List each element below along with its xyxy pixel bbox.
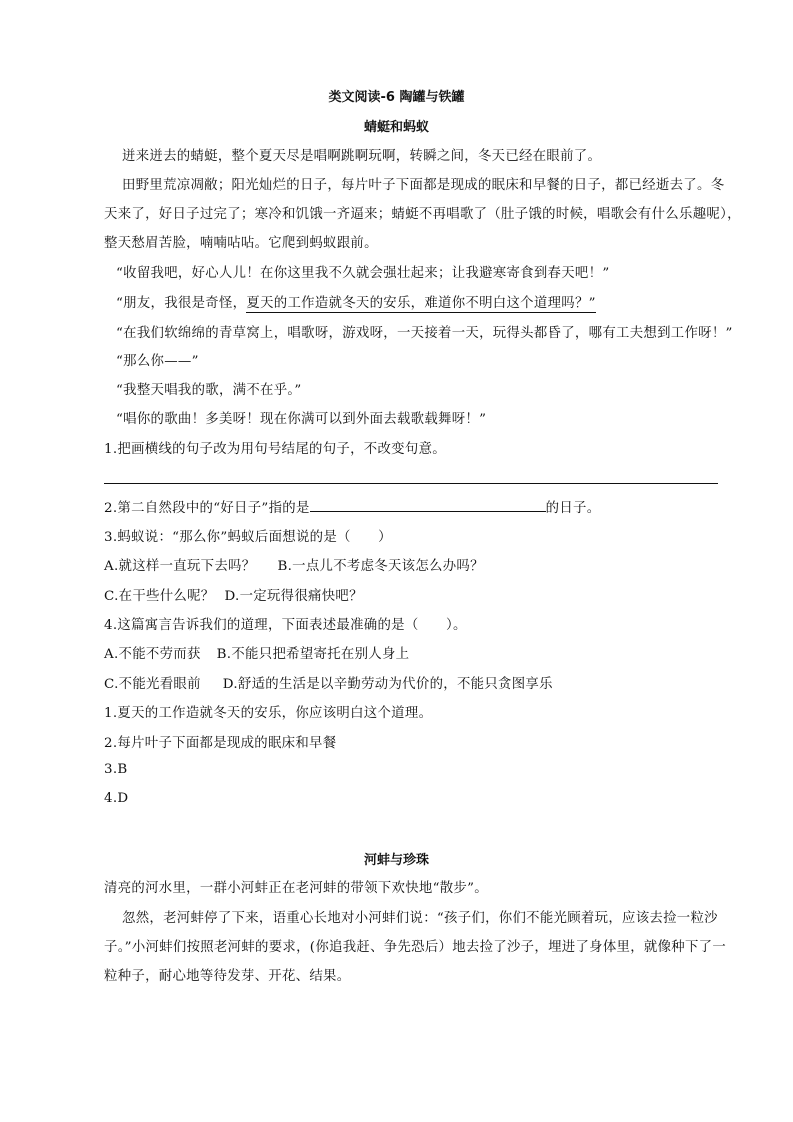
answer-4: 4.D [104,791,129,806]
answer-2: 2.每片叶子下面都是现成的眠床和早餐 [104,736,337,751]
answer-3: 3.B [104,762,128,777]
story-title-clam-pearl: 河蚌与珍珠 [363,853,429,868]
story1-paragraph-6: “那么你——” [116,354,199,369]
option-3b: B.一点儿不考虑冬天该怎么办吗？ [277,559,484,574]
question-4: 4.这篇寓言告诉我们的道理，下面表述最准确的是（ ）。 [104,618,467,633]
question-2-text: 2.第二自然段中的“好日子”指的是 [104,501,310,516]
story2-paragraph-1: 清亮的河水里，一群小河蚌正在老河蚌的带领下欢快地“散步”。 [104,881,488,896]
underlined-sentence: 夏天的工作造就冬天的安乐，难道你不明白这个道理吗？” [246,296,596,311]
option-4c: C.不能光看眼前 [104,677,201,692]
story1-paragraph-4 [116,292,596,311]
story1-paragraph-2-line-1: 田野里荒凉凋敝；阳光灿烂的日子，每片叶子下面都是现成的眠床和早餐的日子，都已经逝去了。冬 [122,178,725,193]
option-4d: D.舒适的生活是以辛勤劳动为代价的，不能只贪图享乐 [222,677,553,692]
story1-paragraph-1: 迸来迸去的蜻蜓，整个夏天尽是唱啊跳啊玩啊，转瞬之间，冬天已经在眼前了。 [122,149,602,164]
story1-paragraph-2-line-2: 天来了，好日子过完了；寒冷和饥饿一齐逼来；蜻蜓不再唱歌了（肚子饿的时候，唱歌会有什么乐趣呢）， [104,207,741,222]
answer-blank-q2 [310,499,546,512]
question-4-options-row-2 [104,673,553,692]
option-4b: B.不能只把希望寄托在别人身上 [216,647,410,662]
option-3d: D.一定玩得很痛快吧？ [224,589,363,604]
story-title-dragonfly-ant: 蜻蜓和蚂蚁 [363,120,429,135]
story1-paragraph-8: “唱你的歌曲！多美呀！现在你满可以到外面去载歌载舞呀！” [116,412,487,427]
story1-paragraph-2-line-3: 整天愁眉苦脸，喃喃呫呫。它爬到蚂蚁跟前。 [104,236,378,251]
question-2 [104,497,600,516]
story1-paragraph-4-lead: “朋友，我很是奇怪， [116,296,247,311]
option-4a: A.不能不劳而获 [104,647,201,662]
question-1: 1.把画横线的句子改为用句号结尾的句子，不改变句意。 [104,442,446,457]
question-3-options-row-2 [104,585,363,604]
question-2-tail: 的日子。 [545,501,601,516]
option-3a: A.就这样一直玩下去吗？ [104,559,256,574]
option-3c: C.在干些什么呢？ [104,589,215,604]
answer-1: 1.夏天的工作造就冬天的安乐，你应该明白这个道理。 [104,706,433,721]
story1-paragraph-5: “在我们软绵绵的青草窝上，唱歌呀，游戏呀，一天接着一天，玩得头都昏了，哪有工夫想到工作呀！” [116,326,733,341]
document-title: 类文阅读-6 陶罐与铁罐 [328,90,465,105]
answer-line-q1 [104,483,718,484]
story2-paragraph-2-line-2: 子。”小河蚌们按照老河蚌的要求，(你追我赶、争先恐后）地去捡了沙子，埋进了身体里，就像种下了一 [104,940,727,955]
story1-paragraph-3: “收留我吧，好心人儿！在你这里我不久就会强壮起来；让我避寒寄食到春天吧！” [116,266,610,281]
story2-paragraph-2-line-1: 忽然，老河蚌停了下来，语重心长地对小河蚌们说：“孩子们，你们不能光顾着玩，应该去捡一粒沙 [122,911,718,926]
story2-paragraph-2-line-3: 粒种子，耐心地等待发芽、开花、结果。 [104,969,351,984]
story1-paragraph-7: “我整天唱我的歌，满不在乎。” [116,383,302,398]
question-3-options-row-1 [104,555,484,574]
question-4-options-row-1 [104,643,409,662]
question-3: 3.蚂蚁说：“那么你”蚂蚁后面想说的是（ ） [104,530,392,545]
